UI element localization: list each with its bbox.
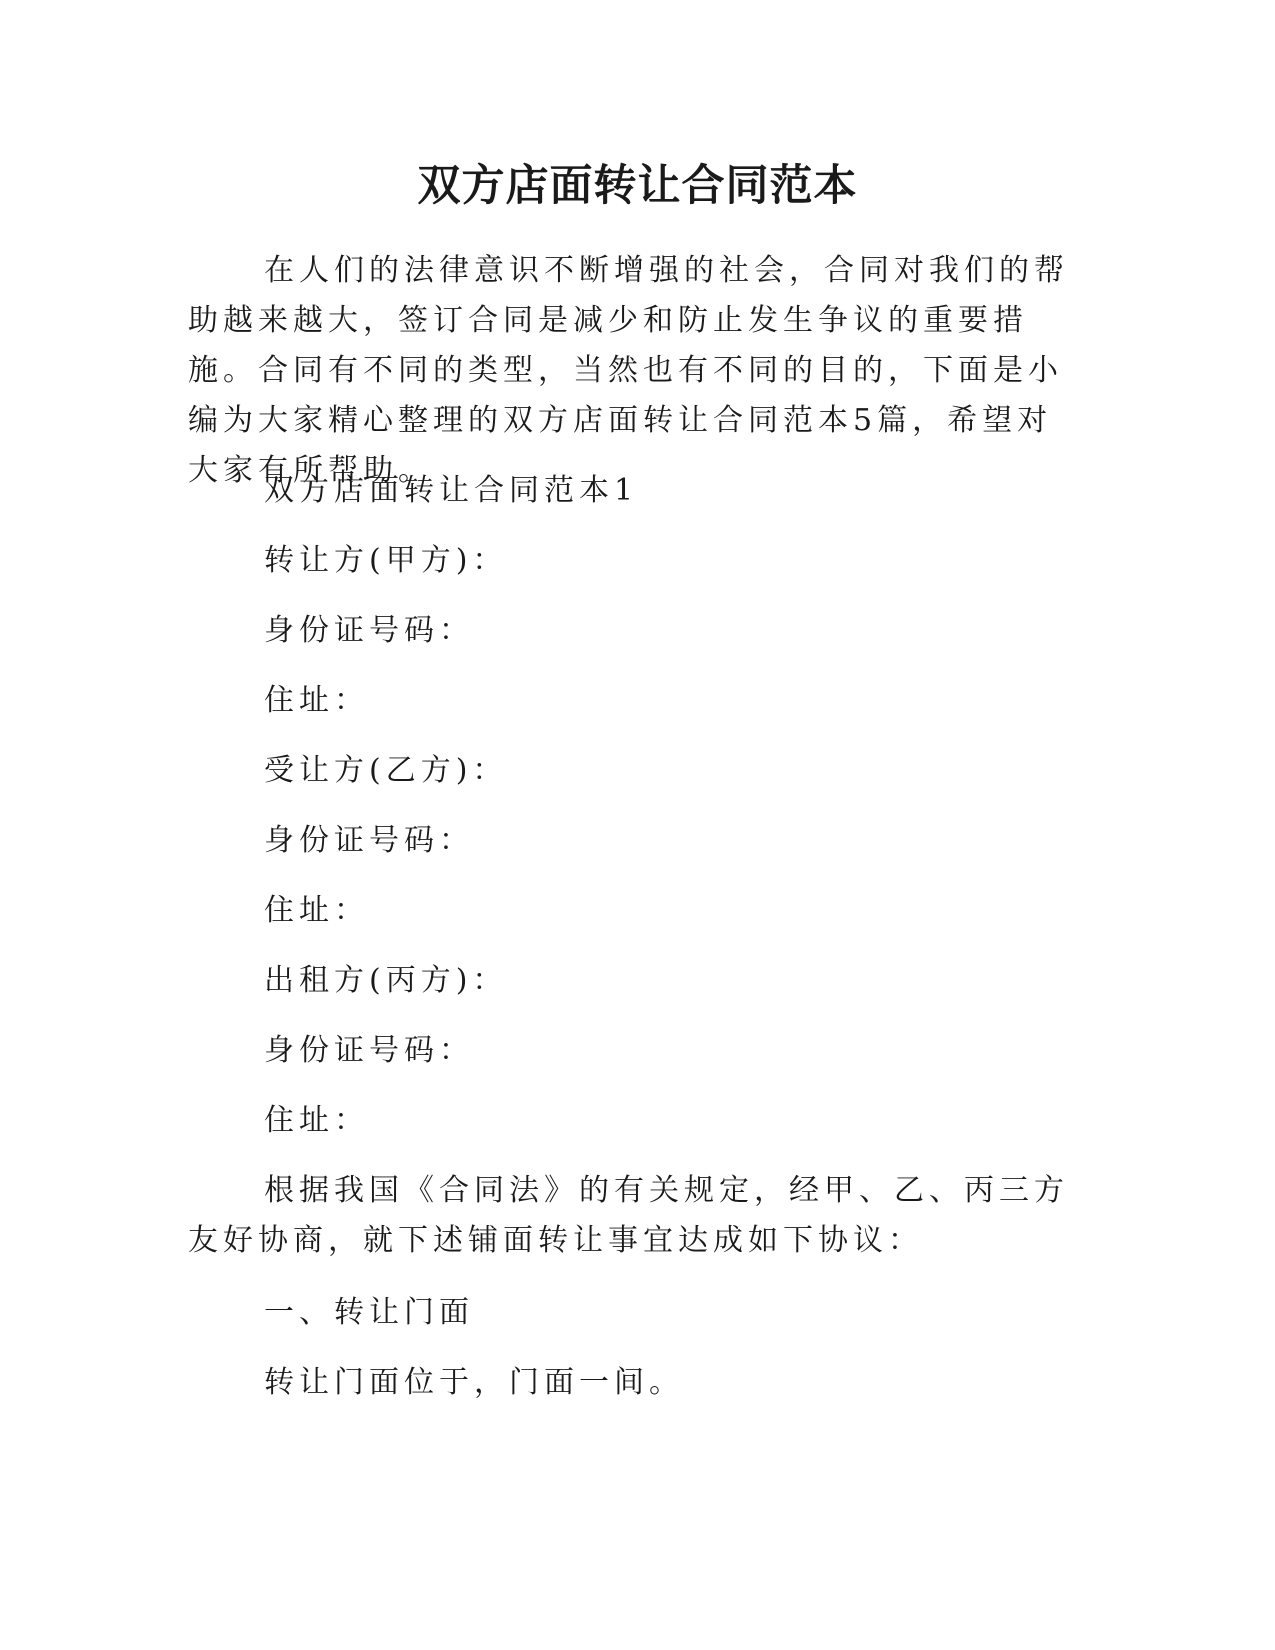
document-title: 双方店面转让合同范本: [417, 161, 858, 211]
transferor-id-label: 身份证号码：: [264, 613, 474, 648]
transferee-id-label: 身份证号码：: [264, 823, 474, 858]
intro-paragraph: 在人们的法律意识不断增强的社会，合同对我们的帮助越来越大，签订合同是减少和防止发生争议的重要措施。合同有不同的类型，当然也有不同的目的，下面是小编为大家精心整理的双方店面转让合同范本5篇，希望对大家有所帮助。: [188, 253, 1069, 488]
lessor-label: 出租方(丙方)：: [264, 963, 508, 998]
basis-paragraph: 根据我国《合同法》的有关规定，经甲、乙、丙三方友好协商，就下述铺面转让事宜达成如下协议：: [188, 1173, 1069, 1258]
lessor-id-label: 身份证号码：: [264, 1033, 474, 1068]
transferee-label: 受让方(乙方)：: [264, 753, 508, 788]
article-1-heading: 一、转让门面: [264, 1295, 474, 1330]
transferor-label: 转让方(甲方)：: [264, 543, 508, 578]
article-1-text: 转让门面位于，门面一间。: [264, 1365, 684, 1400]
lessor-address-label: 住址：: [264, 1103, 369, 1138]
transferor-address-label: 住址：: [264, 683, 369, 718]
transferee-address-label: 住址：: [264, 893, 369, 928]
section-heading: 双方店面转让合同范本1: [264, 473, 639, 508]
